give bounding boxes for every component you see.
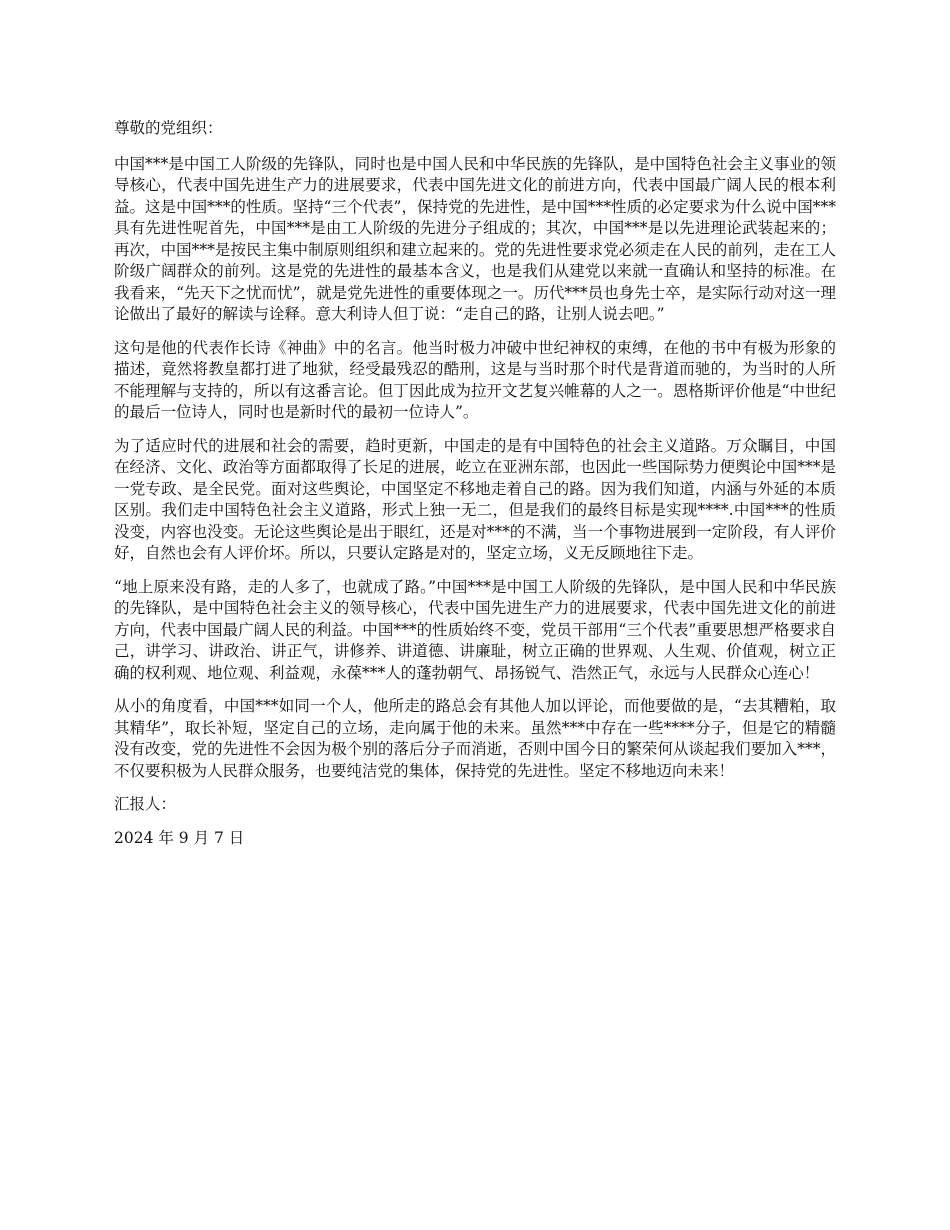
paragraph-5: 从小的角度看，中国***如同一个人，他所走的路总会有其他人加以评论，而他要做的是，“去其糟粕，取其精华”，取长补短，坚定自己的立场，走向属于他的未来。虽然***中存在一些****分子，但是它的精髓没有改变，党的先进性不会因为极个别的落后分子而消逝，否则中国今日的繁荣何从谈起我们要加入***，不仅要积极为人民群众服务，也要纯洁党的集体，保持党的先进性。坚定不移地迈向未来！ bbox=[114, 697, 836, 780]
salutation: 尊敬的党组织： bbox=[114, 119, 223, 137]
paragraph-3: 为了适应时代的进展和社会的需要，趋时更新，中国走的是有中国特色的社会主义道路。万众瞩目，中国在经济、文化、政治等方面都取得了长足的进展，屹立在亚洲东部，也因此一些国际势力便舆论中国***是一党专政、是全民党。面对这些舆论，中国坚定不移地走着自己的路。因为我们知道，内涵与外延的本质区别。我们走中国特色社会主义道路，形式上独一无二，但是我们的最终目标是实现****.中国***的性质没变，内容也没变。无论这些舆论是出于眼红，还是对***的不满，当一个事物进展到一定阶段，有人评价好，自然也会有人评价坏。所以，只要认定路是对的，坚定立场，义无反顾地往下走。 bbox=[114, 436, 836, 562]
paragraph-4: “地上原来没有路，走的人多了，也就成了路。”中国***是中国工人阶级的先锋队，是中国人民和中华民族的先锋队，是中国特色社会主义的领导核心，代表中国先进生产力的进展要求，代表中国先进文化的前进方向，代表中国最广阔人民的利益。中国***的性质始终不变，党员干部用“三个代表”重要思想严格要求自己，讲学习、讲政治、讲正气，讲修养、讲道德、讲廉耻，树立正确的世界观、人生观、价值观，树立正确的权利观、地位观、利益观，永葆***人的蓬勃朝气、昂扬锐气、浩然正气，永远与人民群众心连心！ bbox=[114, 577, 836, 682]
paragraph-2: 这句是他的代表作长诗《神曲》中的名言。他当时极力冲破中世纪神权的束缚，在他的书中有极为形象的描述，竟然将教皇都打进了地狱，经受最残忍的酷刑，这是与当时那个时代是背道而驰的，为当时的人所不能理解与支持的，所以有这番言论。但丁因此成为拉开文艺复兴帷幕的人之一。恩格斯评价他是“中世纪的最后一位诗人，同时也是新时代的最初一位诗人”。 bbox=[114, 338, 836, 421]
reporter-label: 汇报人： bbox=[114, 795, 177, 813]
document-body bbox=[114, 118, 836, 861]
paragraph-1: 中国***是中国工人阶级的先锋队，同时也是中国人民和中华民族的先锋队，是中国特色社会主义事业的领导核心，代表中国先进生产力的进展要求，代表中国先进文化的前进方向，代表中国最广阔人民的根本利益。这是中国***的性质。坚持“三个代表”，保持党的先进性，是中国***性质的必定要求为什么说中国***具有先进性呢首先，中国***是由工人阶级的先进分子组成的；其次，中国***是以先进理论武装起来的；再次，中国***是按民主集中制原则组织和建立起来的。党的先进性要求党必须走在人民的前列，走在工人阶级广阔群众的前列。这是党的先进性的最基本含义，也是我们从建党以来就一直确认和坚持的标准。在我看来，“先天下之忧而忧”，就是党先进性的重要体现之一。历代***员也身先士卒，是实际行动对这一理论做出了最好的解读与诠释。意大利诗人但丁说：“走自己的路，让别人说去吧。” bbox=[114, 154, 836, 323]
report-date: 2024 年 9 月 7 日 bbox=[114, 828, 245, 847]
